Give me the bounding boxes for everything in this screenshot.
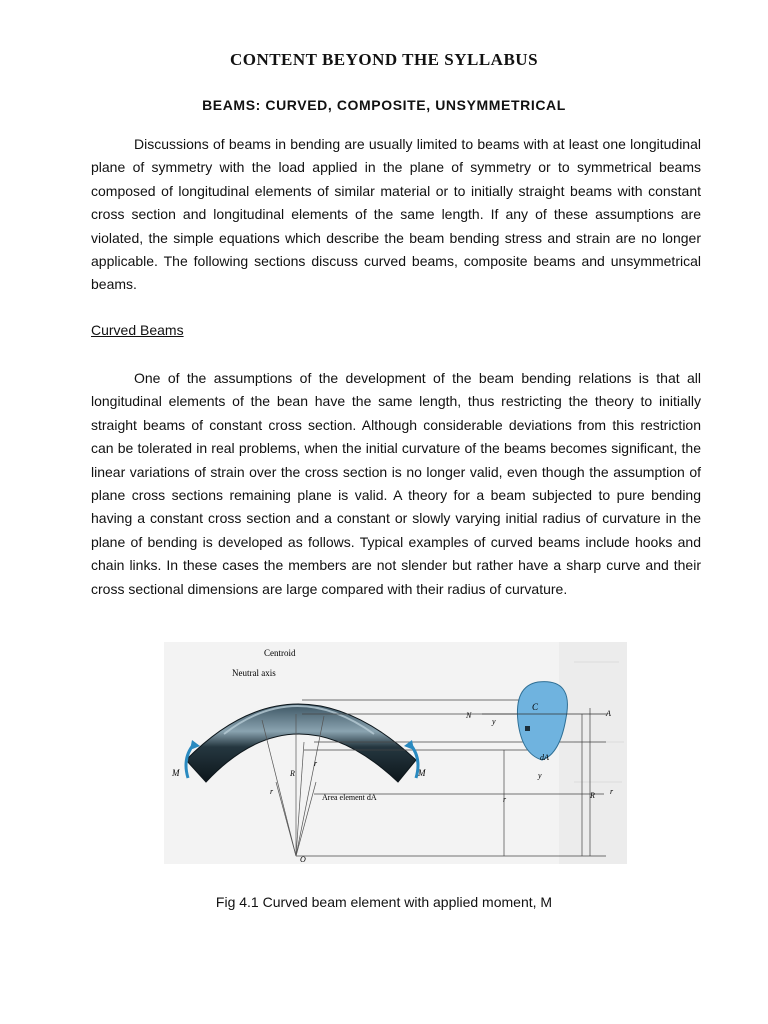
label-radius-r: r <box>270 787 274 796</box>
intro-paragraph-text: Discussions of beams in bending are usually limited to beams with at least one longitudinal plane of symmetry with the load applied in the plane of symmetry or to symmetrical beams composed of longitudinal elements of similar material or to initially straight beams with constant cross section and longitudinal elements of the same length. If any of these assumptions are violated, the simple equations which describe the beam bending stress and strain are no longer applicable. The following sections discuss curved beams, composite beams and unsymmetrical beams. <box>91 136 701 293</box>
curved-beam <box>186 704 416 782</box>
label-moment-left: M <box>172 768 180 778</box>
label-section-da: dA <box>540 753 549 762</box>
label-radius-R2: R <box>590 791 595 800</box>
label-section-n: N <box>466 711 472 720</box>
label-section-centroid: C <box>532 702 539 712</box>
page-title: CONTENT BEYOND THE SYLLABUS <box>229 50 539 69</box>
label-radius-R: R <box>290 769 295 778</box>
section-paragraph-text: One of the assumptions of the development of the beam bending relations is that all longitudinal elements of the bean have the same length, thus restricting the theory to initially straight beams of constant cross section. Although considerable deviations from this restriction can be tolerated in real problems, when the initial curvature of the beams becomes significant, the linear variations of strain over the cross section is no longer valid, even though the assumption of plane cross sections remaining plane is valid. A theory for a beam subjected to pure bending having a constant cross section and a constant or slowly varying initial radius of curvature in the plane of bending is developed as follows. Typical examples of curved beams include hooks and chain links. In these cases the members are not slender but rather have a sharp curve and their cross sectional dimensions are large compared with their radius of curvature. <box>91 370 701 597</box>
label-section-a: A <box>606 709 611 718</box>
label-moment-right: M <box>418 768 426 778</box>
label-section-y: y <box>492 717 496 726</box>
label-centroid: Centroid <box>264 648 296 658</box>
curved-beam-figure <box>164 642 627 864</box>
label-origin: O <box>300 855 306 864</box>
section-heading: Curved Beams <box>91 322 184 338</box>
area-element-marker <box>525 726 530 731</box>
label-radius-r4: r <box>610 787 614 796</box>
figure-caption: Fig 4.1 Curved beam element with applied moment, M <box>215 894 553 910</box>
intro-paragraph <box>91 133 701 297</box>
label-radius-r3: r <box>314 759 318 768</box>
section-paragraph <box>91 367 701 601</box>
label-radius-r2: r <box>503 795 507 804</box>
label-section-y2: y <box>538 771 542 780</box>
label-area-element: Area element dA <box>322 793 377 802</box>
page-subtitle: BEAMS: CURVED, COMPOSITE, UNSYMMETRICAL <box>202 97 566 113</box>
label-neutral-axis: Neutral axis <box>232 668 276 678</box>
scan-background <box>559 642 627 864</box>
curved-beam-diagram <box>164 642 627 864</box>
